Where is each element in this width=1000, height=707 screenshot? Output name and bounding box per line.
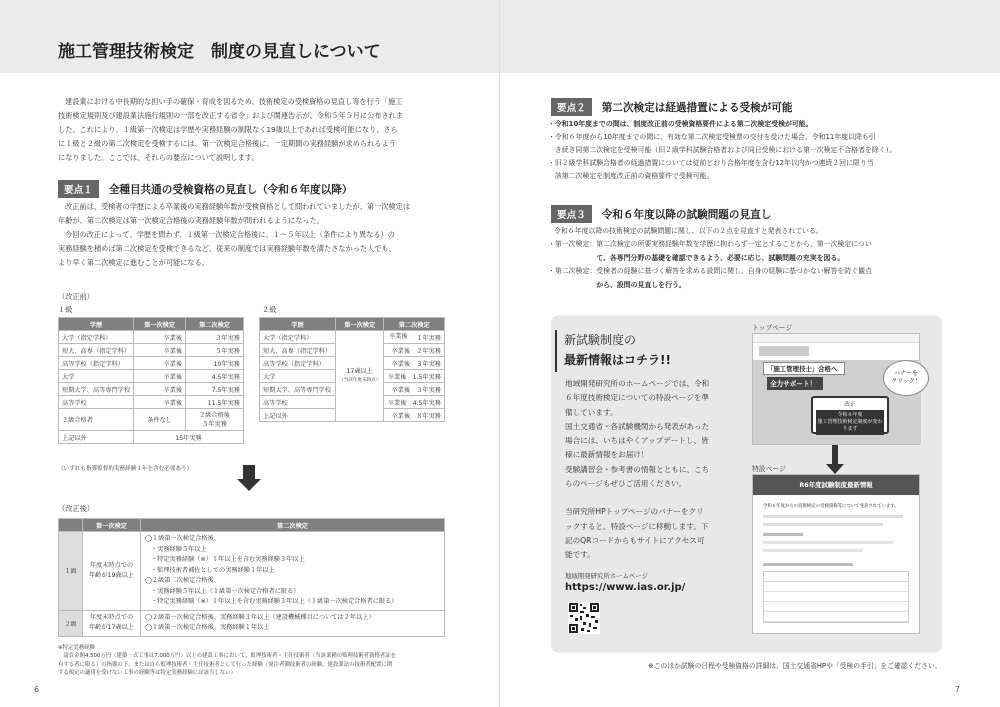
point2-badge: 要点２ (551, 98, 592, 116)
cell: ２級合格後 ５年実務 (186, 409, 244, 431)
table-header-row (59, 318, 244, 331)
cell-prefix: 卒業後 (387, 399, 407, 407)
point1-title: 全種目共通の受検資格の見直し（令和６年度以降） (108, 183, 353, 196)
header-second-exam: 第二次検定 (384, 318, 445, 331)
cell: 高等学校 (59, 396, 134, 409)
table-row (59, 396, 244, 409)
grade2-label: ２級 (262, 305, 277, 314)
popup-title: 改正 (844, 402, 856, 408)
special-page-screenshot (752, 474, 920, 634)
box-line: 受験講習会・参考書の情報とともに、こち (565, 464, 710, 474)
condition-line: ◯２級第二次検定合格後、 (145, 577, 220, 584)
page-number-left: 6 (34, 685, 40, 694)
cell (384, 370, 445, 383)
header-first-exam: 第一次検定 (83, 519, 141, 532)
popup-line: 令和６年度 (837, 412, 863, 418)
box-heading-2: 最新情報はコチラ!! (564, 353, 671, 367)
table-row (59, 532, 445, 611)
point1-line: 改正前は、受検者の学歴による卒業後の実務経験年数が受検資格として問われていましたが、第一次検定は (65, 202, 411, 211)
grade1-note: （いずれも指導監督的実務経験１年を含む必要あり） (58, 466, 193, 472)
point1-line: 今回の改正によって、学歴を問わず、１級第一次検定合格後に、１～５年以上（条件により異なる）の (65, 230, 395, 239)
footnote-line: 有する者に限る）の指導の下、または自ら監理技術者・主任技術者として行った経験（発注者側技術者の経験、建設業法の技術者配置に関 (58, 661, 393, 668)
special-page-label: 特設ページ (752, 465, 786, 473)
header-education: 学歴 (59, 318, 134, 331)
table-row (59, 344, 244, 357)
cell: ５年実務 (186, 344, 244, 357)
after-label: （改正後） (58, 504, 94, 513)
cell: １年実務 (384, 331, 445, 344)
box-line: 様に最新情報をお届け！ (565, 450, 649, 460)
second-exam-cell (141, 532, 445, 611)
text-line (763, 515, 903, 518)
point3-item: ・第二次検定：受検者の経験に基づく解答を求める設問に関し、自身の経験に基づかない解答を防ぐ観点 (548, 267, 872, 276)
closing-note: ※このほか試験の日程や受検資格の詳細は、国土交通省HPや「受検の手引」をご確認ください。 (648, 662, 942, 670)
cell: 大学 (59, 370, 134, 383)
point1-paragraph (58, 200, 410, 270)
condition-line: ・実務経験５年以上（１級第一次検定合格者に限る） (151, 587, 300, 595)
condition-line: ◯１級第一次検定合格後、実務経験１年以上 (145, 624, 270, 631)
cell: 短大、高専（指定学科） (260, 344, 336, 357)
site-logo (759, 346, 809, 356)
grade1-before-table (58, 317, 244, 444)
cell (384, 344, 445, 357)
point2-item: 該第二次検定を制度改正前の資格要件で受検可能。 (548, 172, 714, 180)
condition-line: ・監理技術者補佐としての実務経験１年以上 (151, 566, 275, 574)
table-header-row (59, 519, 445, 532)
cell-prefix: 卒業後 (391, 360, 411, 368)
intro-paragraph (58, 95, 403, 165)
point3-item: ・第一次検定：第二次検定の所要実務経験年数を学歴に拘わらず一定とすることから、第一次検定につい (548, 240, 872, 249)
cell: 大学（指定学科） (59, 331, 134, 344)
point3-item: から、設問の見直しを行う。 (548, 280, 686, 289)
click-bubble: バナーを クリック！ (883, 360, 929, 396)
box-line: ックすると、特設ページに移動します。下 (565, 521, 709, 531)
page-number-right: 7 (954, 685, 960, 694)
table-row (59, 409, 244, 431)
site-header (753, 334, 919, 343)
down-arrow-icon (237, 479, 261, 491)
grade2-first-row-prefix: 卒業後 (389, 333, 408, 340)
merged-first-exam-cell (336, 331, 384, 422)
banner-line-2: 全力サポート！ (767, 377, 823, 390)
cell-prefix: 卒業後 (391, 386, 411, 394)
point2-list (548, 118, 896, 183)
cell: 11.5年実務 (186, 396, 244, 409)
hp-url-link[interactable]: https://www.ias.or.jp/ (565, 582, 686, 593)
header-first-exam: 第一次検定 (336, 318, 384, 331)
cell-value: ８年実務 (416, 412, 441, 420)
cell: 高等学校（指定学科） (59, 357, 134, 370)
cell: 卒業後 (134, 370, 186, 383)
cell: 15年実務 (134, 431, 244, 444)
down-arrow-stem (243, 465, 255, 479)
table-row (260, 331, 445, 344)
table-row (59, 357, 244, 370)
cell: 条件なし (134, 409, 186, 431)
box-text (565, 377, 709, 563)
title-band (500, 0, 1000, 73)
cell: 短大、高専（指定学科） (59, 344, 134, 357)
point3-item: 令和６年度以降の技術検定の試験問題に関し、以下の２点を見直すと発表されている。 (554, 227, 823, 235)
header-second-exam: 第二次検定 (186, 318, 244, 331)
box-line: 能です。 (565, 550, 595, 560)
cell: 卒業後 (134, 383, 186, 396)
table-row (59, 610, 445, 636)
schedule-table (763, 571, 909, 623)
grade-cell: ２級 (59, 610, 83, 636)
footnote (58, 644, 396, 678)
point2-heading (551, 98, 792, 116)
point3-title: 令和６年度以降の試験問題の見直し (601, 208, 772, 221)
point1-badge: 要点１ (58, 180, 99, 198)
point2-item: ・旧２級学科試験合格者の経過措置については従前どおり合格年度を含む12年以内かつ連続２回に限り当 (548, 159, 874, 167)
text-line (763, 563, 853, 566)
cell: ３年実務 (186, 331, 244, 344)
header-education: 学歴 (260, 318, 336, 331)
header-second-exam: 第二次検定 (141, 519, 445, 532)
popup-banner (816, 410, 884, 435)
qr-code-icon[interactable] (568, 602, 600, 634)
after-table (58, 518, 445, 637)
cell: 4.5年実務 (186, 370, 244, 383)
cell: ２級合格者 (59, 409, 134, 431)
box-accent-bar (555, 330, 557, 372)
text-line (763, 549, 863, 552)
intro-line: に１級と２級の第二次検定を受検するには、第一次検定合格後に、一定期間の実務経験が求められるよう (58, 139, 396, 148)
intro-line: 技術検定規則及び建設業法施行規則の一部を改正する省令」および関連告示が、令和５年５月に公布されま (58, 111, 404, 120)
text-line (763, 533, 803, 536)
footnote-line: 請負金額4,500万円（建築一式工事は7,000万円）以上の建設工事において、監理技術者・主任技術者（当該業種の監理技術者資格者証を (58, 653, 397, 660)
text-line (763, 523, 883, 526)
intro-line: した。これにより、１級第一次検定は学歴や実務経験の制限なく19歳以上であれば受検可能になり、さら (58, 125, 398, 134)
popup-line: 施工管理技術検定制度が変わります (817, 419, 883, 432)
table-header-row (260, 318, 445, 331)
cell: 卒業後 (134, 344, 186, 357)
table-row (59, 331, 244, 344)
point1-line: 実務経験を積めば第二次検定を受検できるなど、従来の制度では実務経験年数を満たさなかった人でも、 (58, 244, 396, 253)
intro-line: になりました。ここでは、それらの要点について説明します。 (58, 153, 259, 162)
point2-item: ・令和６年度から10年度までの間に、有効な第二次検定受検票の交付を受けた場合、令和11年度以降も引 (548, 133, 876, 141)
grade1-label: １級 (58, 305, 73, 314)
point3-badge: 要点３ (551, 205, 592, 223)
header-first-exam: 第一次検定 (134, 318, 186, 331)
table-row (59, 383, 244, 396)
arrow-stem (832, 445, 838, 465)
cell: 上記以外 (260, 409, 336, 422)
second-exam-cell (141, 610, 445, 636)
header-empty (59, 519, 83, 532)
box-line: 記のQRコードからもサイトにアクセス可 (565, 535, 705, 545)
banner-line-1: 「施工管理技士」合格へ (763, 362, 845, 375)
intro-line: 建設業における中長期的な担い手の確保・育成を図るため、技術検定の受検資格の見直し等を行う「施工 (65, 97, 403, 106)
cell: 短期大学、高等専門学校 (59, 383, 134, 396)
special-caption: 令和６年度からの技術検定の受検資格等について発表されています。 (763, 504, 899, 509)
box-line: らのページもぜひご活用ください。 (565, 479, 687, 489)
cell-value: 1.5年実務 (412, 373, 441, 381)
cell (384, 396, 445, 409)
point1-heading (58, 180, 352, 198)
top-page-label: トップページ (752, 324, 793, 332)
cell-value: 4.5年実務 (412, 399, 441, 407)
site-banner[interactable] (811, 396, 889, 434)
cell: 7.5年実務 (186, 383, 244, 396)
point2-title: 第二次検定は経過措置による受検が可能 (601, 101, 793, 114)
cell-value: ３年実務 (416, 360, 441, 368)
cell-value: ３年実務 (416, 386, 441, 394)
cell-prefix: 卒業後 (391, 412, 411, 420)
point3-heading (551, 205, 771, 223)
point3-list (548, 225, 872, 292)
page-title: 施工管理技術検定 制度の見直しについて (58, 42, 381, 62)
point3-item: て、各専門分野の基礎を確認できるよう、必要に応じ、試験問題の充実を図る。 (548, 253, 845, 262)
cell-prefix: 卒業後 (387, 373, 407, 381)
age-subtext: （当該年度末時点） (339, 378, 381, 383)
grade-cell: １級 (59, 532, 83, 611)
condition-line: ・特定実務経験（※）１年以上を含む実務経験３年以上（１級第一次検定合格者に限る） (151, 598, 398, 605)
box-line: 備しています。 (565, 407, 618, 417)
condition-line: ◯２級第一次検定合格後、実務経験３年以上（建設機械種目については２年以上） (145, 613, 375, 621)
cell: 高等学校（指定学科） (260, 357, 336, 370)
first-exam-cell: 年度末時点での 年齢が19歳以上 (83, 532, 141, 611)
text-line (763, 541, 893, 544)
table-row (59, 431, 244, 444)
point1-line: より早く第二次検定に進むことが可能になる。 (58, 258, 209, 267)
cell: 卒業後 (134, 396, 186, 409)
point2-item: ・令和10年度までの間は、制度改正前の受検資格要件による第二次検定受検が可能。 (548, 120, 813, 128)
table-row (59, 370, 244, 383)
point1-line: 年齢が、第二次検定は第一次検定合格後の実務経験年数が問われるようになった。 (58, 216, 324, 225)
cell-prefix: 卒業後 (391, 347, 411, 355)
cell (384, 409, 445, 422)
cell (384, 357, 445, 370)
point2-item: き続き同第二次検定を受検可能（旧２級学科試験合格者および同日受検における第一次検定不合格者を除く）。 (548, 146, 896, 154)
cell (384, 383, 445, 396)
cell: 上記以外 (59, 431, 134, 444)
cell-value: ２年実務 (416, 347, 441, 355)
box-heading-1: 新試験制度の (564, 333, 637, 347)
box-line (565, 491, 709, 505)
condition-line: ・特定実務経験（※）１年以上を含む実務経験３年以上 (151, 556, 305, 563)
before-label: （改正前） (58, 292, 94, 301)
footnote-line: する規定の適用を受けない工事の経験等は特定実務経験には該当しない） (58, 670, 236, 677)
condition-line: ・実務経験５年以上 (151, 545, 207, 553)
grade2-before-table (259, 317, 445, 422)
arrow-down-icon (826, 464, 844, 474)
box-line: 地域開発研究所のホームページでは、令和 (565, 379, 710, 388)
condition-line: ◯１級第一次検定合格後、 (145, 535, 220, 542)
first-exam-cell: 年度末時点での 年齢が17歳以上 (83, 610, 141, 636)
box-line: ６年度技術検定についての特設ページを準 (565, 393, 709, 403)
box-line: 場合には、いちはやくアップデートし、皆 (565, 436, 709, 446)
cell: 大学（指定学科） (260, 331, 336, 344)
cell: 大学 (260, 370, 336, 383)
box-line: 国土交通省・各試験機関から発表があった (565, 421, 710, 431)
cell: 卒業後 (134, 331, 186, 344)
cell: 卒業後 (134, 357, 186, 370)
cell: 短期大学、高等専門学校 (260, 383, 336, 396)
hp-label: 地域開発研究所ホームページ (565, 572, 648, 580)
special-banner[interactable]: R6年度試験制度最新情報 (753, 475, 919, 495)
cell: 高等学校 (260, 396, 336, 409)
footnote-line: ※特定実務経験 (58, 645, 95, 651)
box-line: 当研究所HPトップページのバナーをクリ (565, 507, 704, 517)
cell: 10年実務 (186, 357, 244, 370)
age-text: 17歳以上 (346, 368, 373, 375)
